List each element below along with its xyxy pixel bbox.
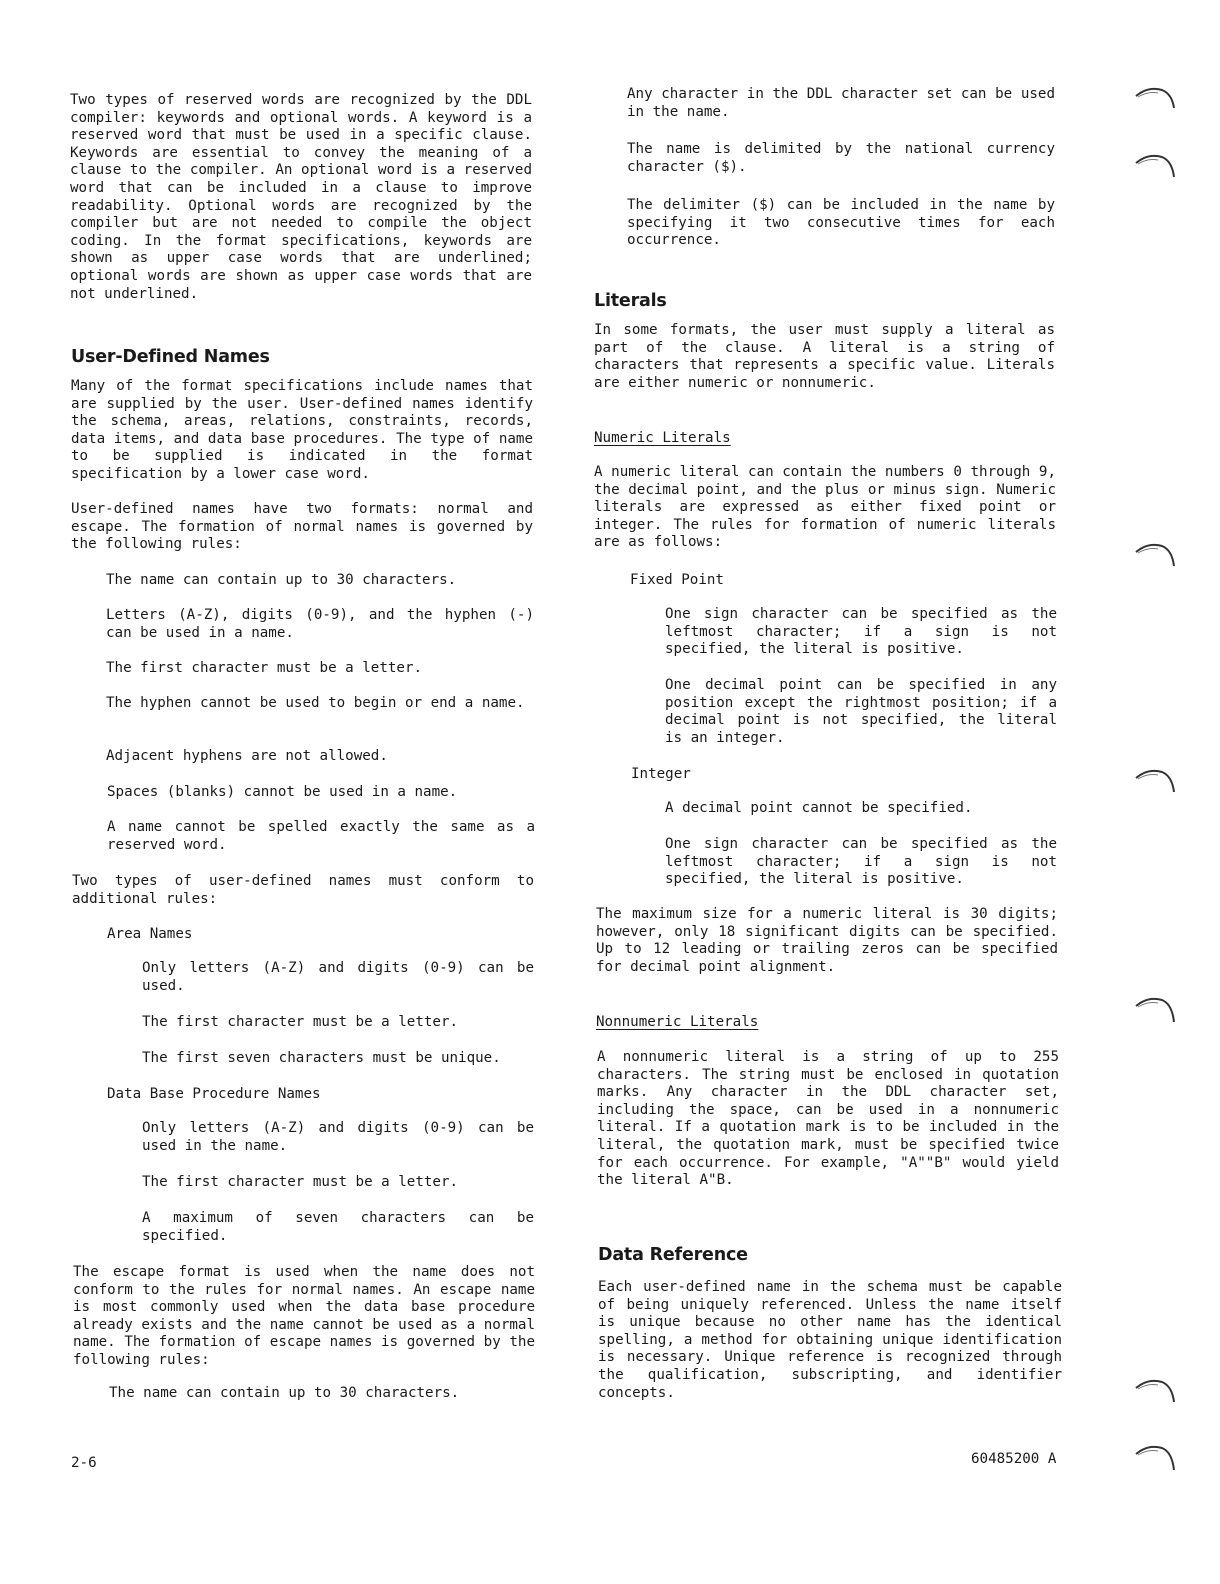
data-reference-heading: Data Reference <box>598 1245 748 1265</box>
numeric-literals-heading-wrap <box>594 430 1055 448</box>
normal-rule: The first character must be a letter. <box>106 660 423 676</box>
literals-paragraph: In some formats, the user must supply a literal as part of the clause. A literal is a string of characters that represents a specific value. Literals are either numeric or nonnumeric. <box>594 322 1055 391</box>
nonnumeric-paragraph: A nonnumeric literal is a string of up to 255 characters. The string must be enclosed in quotation marks. Any character in the DDL character set, including the space, can be used in a nonnumeric literal. If a quotation mark is to be included in the literal, the quotation mark, must be specified twice for each occurrence. For example, "A""B" would yield the literal A"B. <box>597 1049 1059 1189</box>
escape-rule: The name is delimited by the national currency character ($). <box>627 141 1055 175</box>
escape-rule: The delimiter ($) can be included in the name by specifying it two consecutive times for each occurrence. <box>627 197 1055 249</box>
max-size-paragraph: The maximum size for a numeric literal is 30 digits; however, only 18 significant digits can be specified. Up to 12 leading or trailing zeros can be specified for decimal point alignment. <box>596 906 1058 975</box>
escape-rule: Any character in the DDL character set can be used in the name. <box>627 86 1055 120</box>
normal-rule: Spaces (blanks) cannot be used in a name. <box>107 784 458 800</box>
integer-label: Integer <box>631 766 691 782</box>
area-rule: The first character must be a letter. <box>142 1014 459 1030</box>
nonnumeric-heading-wrap <box>596 1014 1057 1032</box>
binder-hole-mark-icon <box>1134 996 1178 1030</box>
document-number: 60485200 A <box>971 1451 1057 1467</box>
dbp-rule: A maximum of seven characters can be specified. <box>142 1210 534 1244</box>
area-rule: Only letters (A-Z) and digits (0-9) can be used. <box>142 960 534 994</box>
integer-rule: One sign character can be specified as the leftmost character; if a sign is not specified, the literal is positive. <box>665 836 1057 888</box>
fixed-point-label: Fixed Point <box>630 572 724 588</box>
normal-rule: A name cannot be spelled exactly the same as a reserved word. <box>107 819 535 853</box>
fixed-rule: One sign character can be specified as the leftmost character; if a sign is not specified, the literal is positive. <box>665 606 1057 658</box>
data-reference-paragraph: Each user-defined name in the schema must be capable of being uniquely referenced. Unless the name itself is unique because no other name has the identical spelling, a method for obtaining unique identification is necessary. Unique reference is recognized through the qualification, subscripting, and identifier concepts. <box>598 1279 1062 1401</box>
numeric-literals-heading: Numeric Literals <box>594 430 731 446</box>
normal-rule: The hyphen cannot be used to begin or end a name. <box>106 695 525 711</box>
binder-hole-mark-icon <box>1134 86 1178 120</box>
escape-rule: The name can contain up to 30 characters. <box>109 1385 460 1401</box>
nonnumeric-literals-heading: Nonnumeric Literals <box>596 1014 759 1030</box>
dbp-rule: Only letters (A-Z) and digits (0-9) can be used in the name. <box>142 1120 534 1154</box>
udn-paragraph-1: Many of the format specifications include names that are supplied by the user. User-defined names identify the schema, areas, relations, constraints, records, data items, and data base procedures. The type of name to be supplied is indicated in the format specification by a lower case word. <box>71 378 533 482</box>
dbp-rule: The first character must be a letter. <box>142 1174 459 1190</box>
integer-rule: A decimal point cannot be specified. <box>665 800 973 816</box>
normal-rule: Letters (A-Z), digits (0-9), and the hyphen (-) can be used in a name. <box>106 607 534 641</box>
escape-paragraph: The escape format is used when the name does not conform to the rules for normal names. An escape name is most commonly used when the data base procedure already exists and the name cannot be used as a normal name. The formation of escape names is governed by the following rules: <box>73 1264 535 1368</box>
area-names-label: Area Names <box>107 926 193 942</box>
user-defined-names-heading: User-Defined Names <box>71 347 270 367</box>
udn-paragraph-3: Two types of user-defined names must conform to additional rules: <box>72 873 534 907</box>
binder-hole-mark-icon <box>1134 1378 1178 1412</box>
dbp-names-label: Data Base Procedure Names <box>107 1086 321 1102</box>
area-rule: The first seven characters must be unique. <box>142 1050 501 1066</box>
literals-heading: Literals <box>594 291 667 311</box>
page-number: 2-6 <box>71 1455 97 1471</box>
binder-hole-mark-icon <box>1134 153 1178 187</box>
fixed-rule: One decimal point can be specified in any position except the rightmost position; if a decimal point is not specified, the literal is an integer. <box>665 677 1057 746</box>
binder-hole-mark-icon <box>1134 542 1178 576</box>
normal-rule: Adjacent hyphens are not allowed. <box>106 748 388 764</box>
binder-hole-mark-icon <box>1134 1444 1178 1478</box>
intro-paragraph: Two types of reserved words are recognized by the DDL compiler: keywords and optional words. A keyword is a reserved word that must be used in a specific clause. Keywords are essential to convey the meaning of a clause to the compiler. An optional word is a reserved word that can be included in a clause to improve readability. Optional words are recognized by the compiler but are not needed to compile the object coding. In the format specifications, keywords are shown as upper case words that are underlined; optional words are shown as upper case words that are not underlined. <box>70 92 532 302</box>
udn-paragraph-2: User-defined names have two formats: normal and escape. The formation of normal names is governed by the following rules: <box>71 501 533 553</box>
normal-rule: The name can contain up to 30 characters. <box>106 572 457 588</box>
numeric-paragraph: A numeric literal can contain the numbers 0 through 9, the decimal point, and the plus or minus sign. Numeric literals are expressed as either fixed point or integer. The rules for formation of numeric literals are as follows: <box>594 464 1056 551</box>
binder-hole-mark-icon <box>1134 768 1178 802</box>
